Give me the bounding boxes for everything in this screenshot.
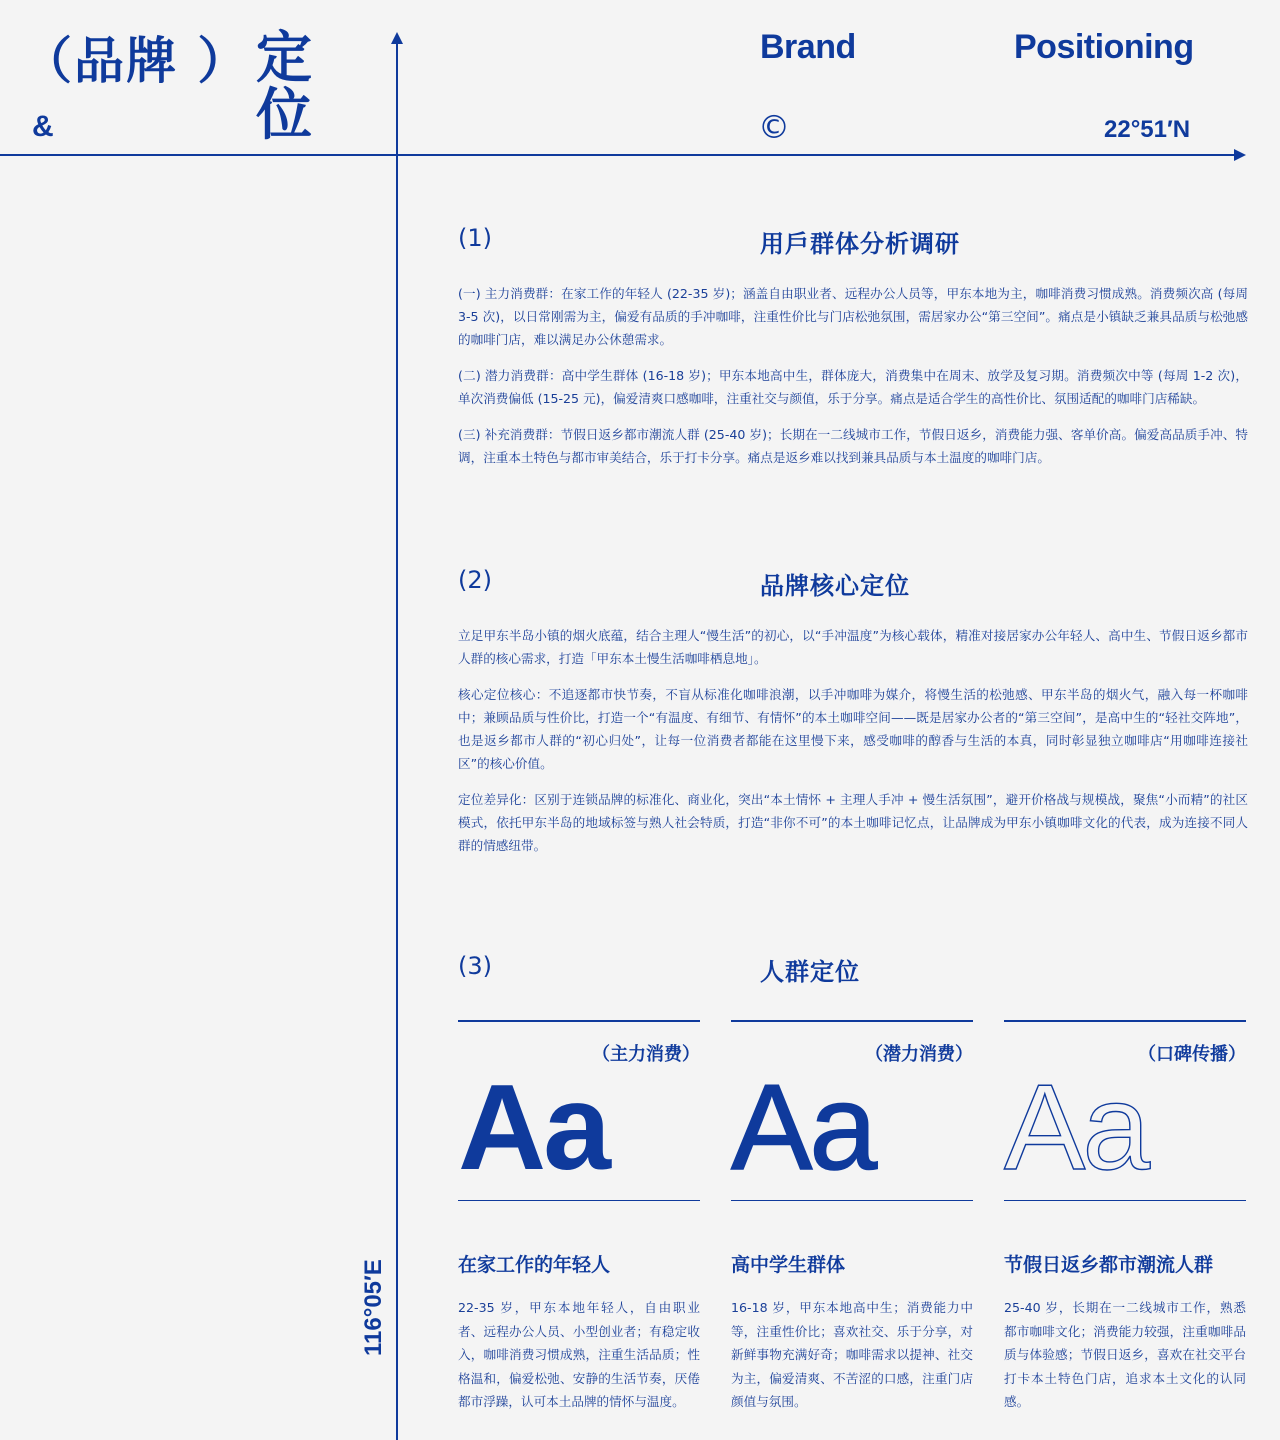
audience-card-2	[731, 1020, 973, 1201]
audience-card-3	[1004, 1020, 1246, 1201]
audience-heading: 在家工作的年轻人	[458, 1254, 611, 1276]
brand-word: Brand	[760, 28, 856, 66]
audience-heading: 节假日返乡都市潮流人群	[1004, 1254, 1214, 1276]
ampersand: &	[32, 110, 54, 143]
section-1-number: (1)	[458, 224, 492, 252]
audience-tag: （潜力消费）	[865, 1043, 973, 1065]
paragraph: 核心定位核心：不追逐都市快节奏，不盲从标准化咖啡浪潮，以手冲咖啡为媒介，将慢生活的松弛感、甲东半岛的烟火气，融入每一杯咖啡中；兼顾品质与性价比，打造一个“有温度、有细节、有情怀”的本土咖啡空间——既是居家办公者的“第三空间”，是高中生的“轻社交阵地”，也是返乡都市人群的“初心归处”，让每一位消费者都能在这里慢下来，感受咖啡的醇香与生活的本真，同时彰显独立咖啡店“用咖啡连接社区”的核心价值。	[458, 687, 1248, 771]
audience-tag: （主力消费）	[592, 1043, 700, 1065]
paragraph: 立足甲东半岛小镇的烟火底蕴，结合主理人“慢生活”的初心，以“手冲温度”为核心载体，精准对接居家办公年轻人、高中生、节假日返乡都市人群的核心需求，打造「甲东本土慢生活咖啡栖息地」。	[458, 628, 1248, 666]
divider	[731, 1200, 973, 1202]
copyright-icon: ©	[758, 108, 790, 146]
section-2-number: (2)	[458, 566, 492, 594]
arrow-right-icon	[1234, 149, 1246, 161]
brand-title-cn: （品牌 ）	[22, 32, 250, 90]
latitude-label: 22°51′N	[1104, 116, 1191, 143]
divider	[1004, 1020, 1246, 1022]
section-1-title: 用戶群体分析调研	[760, 230, 960, 258]
section-3-title: 人群定位	[760, 958, 860, 986]
type-sample: Aa	[731, 1058, 875, 1195]
paragraph: (三) 补充消费群：节假日返乡都市潮流人群 (25-40 岁)；长期在一二线城市工作，节假日返乡，消费能力强、客单价高。偏爱高品质手冲、特调，注重本土特色与都市审美结合，乐于打卡分享。痛点是返乡难以找到兼具品质与本土温度的咖啡门店。	[458, 427, 1248, 465]
positioning-word: Positioning	[1014, 28, 1194, 66]
divider	[731, 1020, 973, 1022]
audience-body: 16-18 岁，甲东本地高中生；消费能力中等，注重性价比；喜欢社交、乐于分享，对新鲜事物充满好奇；咖啡需求以提神、社交为主，偏爱清爽、不苦涩的口感，注重门店颜值与氛围。	[731, 1300, 973, 1409]
section-3-number: (3)	[458, 952, 492, 980]
audience-body: 22-35 岁，甲东本地年轻人，自由职业者、远程办公人员、小型创业者；有稳定收入，咖啡消费习惯成熟，注重生活品质；性格温和，偏爱松弛、安静的生活节奏，厌倦都市浮躁，认可本土品牌的情怀与温度。	[458, 1300, 700, 1409]
divider	[1004, 1200, 1246, 1202]
vertical-axis	[396, 42, 398, 1440]
section-2-title: 品牌核心定位	[760, 572, 910, 600]
paragraph: (二) 潜力消费群：高中学生群体 (16-18 岁)；甲东本地高中生，群体庞大，消费集中在周末、放学及复习期。消费频次中等 (每周 1-2 次)，单次消费偏低 (15-25 元)，偏爱清爽口感咖啡，注重社交与颜值，乐于分享。痛点是适合学生的高性价比、氛围适配的咖啡门店稀缺。	[458, 368, 1248, 406]
section-2-body	[458, 624, 1248, 870]
audience-body: 25-40 岁，长期在一二线城市工作，熟悉都市咖啡文化；消费能力较强，注重咖啡品质与体验感；节假日返乡，喜欢在社交平台打卡本土特色门店，追求本土文化的认同感。	[1004, 1300, 1246, 1409]
longitude-label: 116°05′E	[360, 1259, 387, 1356]
type-sample: Aa	[458, 1058, 608, 1195]
divider	[458, 1200, 700, 1202]
title-char-1: 定	[256, 26, 312, 91]
paragraph: 定位差异化：区别于连锁品牌的标准化、商业化，突出“本土情怀 + 主理人手冲 + 慢生活氛围”，避开价格战与规模战，聚焦“小而精”的社区模式，依托甲东半岛的地域标签与熟人社会特质，打造“非你不可”的本土咖啡记忆点，让品牌成为甲东小镇咖啡文化的代表，成为连接不同人群的情感纽带。	[458, 792, 1248, 853]
horizontal-axis	[0, 154, 1236, 156]
audience-heading: 高中学生群体	[731, 1254, 846, 1276]
type-sample: Aa	[1004, 1058, 1148, 1195]
section-1-body	[458, 282, 1248, 482]
paragraph: (一) 主力消费群：在家工作的年轻人 (22-35 岁)；涵盖自由职业者、远程办公人员等，甲东本地为主，咖啡消费习惯成熟。消费频次高 (每周 3-5 次)，以日常刚需为主，偏爱有品质的手冲咖啡，注重性价比与门店松弛氛围，需居家办公“第三空间”。痛点是小镇缺乏兼具品质与松弛感的咖啡门店，难以满足办公休憩需求。	[458, 286, 1248, 347]
audience-card-1	[458, 1020, 700, 1201]
divider	[458, 1020, 700, 1022]
arrow-up-icon	[391, 32, 403, 44]
audience-tag: （口碑传播）	[1138, 1043, 1246, 1065]
title-char-2: 位	[256, 83, 312, 148]
